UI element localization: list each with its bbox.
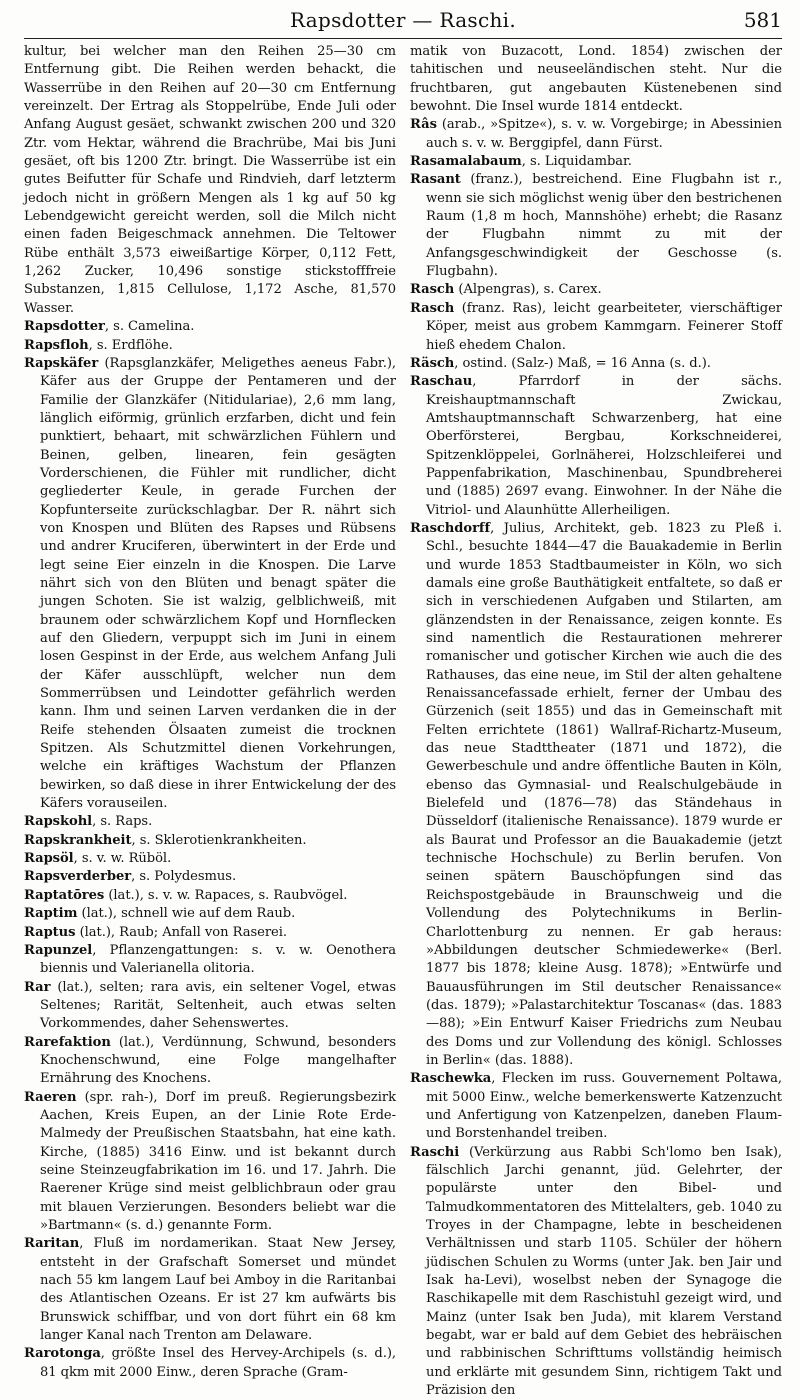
entry-headword: Räsch — [410, 355, 455, 371]
dictionary-entry — [410, 520, 782, 1070]
entry-text: , s. Camelina. — [104, 319, 195, 335]
page-number: 581 — [743, 8, 782, 32]
entry-headword: Rapskrankheit — [24, 832, 132, 848]
entry-text: , s. Sklerotienkrankheiten. — [131, 832, 307, 848]
dictionary-entry — [410, 1144, 782, 1400]
dictionary-entry — [24, 355, 396, 814]
entry-text: matik von Buzacott, Lond. 1854) zwischen der tahitischen und neuseeländischen steht. Nur die fruchtbaren, gut angebauten Küstenebenen sind bewohnt. Die Insel wurde 1814 entdeckt. — [410, 44, 782, 115]
entry-text: (Alpengras), s. Carex. — [454, 282, 602, 298]
page-header — [24, 8, 782, 39]
entry-text: (franz. Ras), leicht gearbeiteter, vierschäftiger Köper, meist aus grobem Kammgarn. Feinerer Stoff hieß ehedem Chalon. — [426, 300, 782, 353]
dictionary-entry — [24, 850, 396, 868]
dictionary-entry — [24, 905, 396, 923]
dictionary-entry — [410, 373, 782, 520]
dictionary-entry — [410, 153, 782, 171]
dictionary-entry — [24, 43, 396, 318]
entry-headword: Rapsverderber — [24, 869, 132, 885]
entry-headword: Rasch — [410, 300, 455, 316]
right-column — [410, 43, 782, 1399]
running-title: Rapsdotter — Raschi. — [289, 8, 517, 32]
dictionary-entry — [24, 337, 396, 355]
entry-headword: Raptatōres — [24, 887, 105, 903]
entry-headword: Rapsöl — [24, 851, 74, 867]
entry-headword: Raritan — [24, 1236, 80, 1252]
entry-text: (lat.), s. v. w. Rapaces, s. Raubvögel. — [104, 887, 348, 903]
dictionary-entry — [410, 171, 782, 281]
entry-headword: Rasch — [410, 282, 455, 298]
dictionary-entry — [410, 300, 782, 355]
entry-text: (arab., »Spitze«), s. v. w. Vorgebirge; in Abessinien auch s. v. w. Berggipfel, dann Fürst. — [426, 117, 782, 151]
dictionary-entry — [24, 1034, 396, 1089]
dictionary-entry — [24, 887, 396, 905]
entry-headword: Râs — [410, 117, 437, 133]
entry-text: (lat.), selten; rara avis, ein seltener Vogel, etwas Seltenes; Rarität, Seltenheit, auch etwas selten Vorkommendes, daher Sehenswertes. — [40, 979, 396, 1032]
entry-headword: Raeren — [24, 1089, 77, 1105]
entry-headword: Rasant — [410, 172, 461, 188]
entry-text: , Flecken im russ. Gouvernement Poltawa, mit 5000 Einw., welche bemerkenswerte Katzenzucht und Anfertigung von Katzenpelzen, daneben Flaum- und Borstenhandel treiben. — [426, 1071, 782, 1142]
entry-text: , größte Insel des Hervey-Archipels (s. d.), 81 qkm mit 2000 Einw., deren Sprache (Gram- — [40, 1346, 396, 1380]
entry-text: (Rapsglanzkäfer, Meligethes aeneus Fabr.), Käfer aus der Gruppe der Pentameren und der Familie der Glanzkäfer (Nitidulariae), 2,6 mm lang, länglich eiförmig, grünlich erzfarben, dicht und fein punktiert, behaart, mit schwärzlichen Fühlern und Beinen, gelben, linearen, fein gesägten Vorderschienen, die Fühler mit rundlicher, dicht gegliederter Keule, in gerade Furchen der Kopfunterseite zurückschlagbar. Der R. nährt sich von Knospen und Blüten des Rapses und Rübsens und andrer Kruciferen, überwintert in der Erde und legt seine Eier einzeln in die Knospen. Die Larve nährt sich von den Blüten und benagt später die jungen Schoten. Sie ist walzig, gelblichweiß, mit braunem oder schwärzlichem Kopf und Hornflecken auf den Gliedern, verpuppt sich im Juni in einem losen Gespinst in der Erde, aus welchem Anfang Juli der Käfer ausschlüpft, welcher nun dem Sommerrübsen und Leindotter gefährlich werden kann. Ihm und seinen Larven verdanken die in der Reife stehenden Ölsaaten zumeist die trocknen Spitzen. Als Schutzmittel dienen Vorkehrungen, welche ein kräftiges Wachstum der Pflanzen bewirken, so daß diese in ihrer Entwickelung der des Käfers vorauseilen. — [40, 355, 396, 812]
dictionary-entry — [24, 979, 396, 1034]
dictionary-entry — [24, 318, 396, 336]
dictionary-entry — [24, 868, 396, 886]
dictionary-entry — [24, 1089, 396, 1236]
entry-text: (lat.), Raub; Anfall von Raserei. — [75, 924, 287, 940]
entry-text: , Julius, Architekt, geb. 1823 zu Pleß i. Schl., besuchte 1844—47 die Bauakademie in Berlin und wurde 1853 Stadtbaumeister in Köln, wo sich damals eine große Bauthätigkeit entfaltete, so daß er sich in verschiedenen Aufgaben und Stilarten, am glänzendsten in der Renaissance, zeigen konnte. Es sind namentlich die Restaurationen mehrerer romanischer und gotischer Kirchen wie auch die des Rathauses, das eine neue, im Stil der alten gehaltene Renaissancefassade erhielt, ferner der Umbau des Gürzenich (seit 1855) und das in Gemeinschaft mit Felten errichtete (1861) Wallraf-Richartz-Museum, das neue Stadttheater (1871 und 1872), die Gewerbeschule und andre öffentliche Bauten in Köln, ebenso das Gymnasial- und Realschulgebäude in Bielefeld und (1876—78) das Ständehaus in Düsseldorf (italienische Renaissance). 1879 wurde er als Baurat und Professor an die Bauakademie (jetzt technische Hochschule) zu Berlin berufen. Von seinen spätern Bauschöpfungen sind das Reichspostgebäude in Braunschweig und die Vollendung des Polytechnikums in Berlin-Charlottenburg zu nennen. Er gab heraus: »Abbildungen deutscher Schmiedewerke« (Berl. 1877 bis 1878; kleine Ausg. 1878); »Entwürfe und Bauausführungen im Stil deutscher Renaissance« (das. 1879); »Palastarchitektur Toscanas« (das. 1883—88); »Ein Entwurf Kaiser Friedrichs zum Neubau des Doms und zur Vollendung des königl. Schlosses in Berlin« (das. 1888). — [426, 520, 782, 1068]
dictionary-entry — [24, 942, 396, 979]
dictionary-entry — [24, 832, 396, 850]
entry-text: , s. Erdflöhe. — [88, 337, 173, 353]
entry-text: (Verkürzung aus Rabbi Sch'lomo ben Isak), fälschlich Jarchi genannt, jüd. Gelehrter, der populärste unter den Bibel- und Talmudkommentatoren des Mittelalters, geb. 1040 zu Troyes in der Champagne, lebte in bescheidenen Verhältnissen und starb 1105. Schüler der höhern jüdischen Schulen zu Worms (unter Jak. ben Jair und Isak ha-Levi), woselbst neben der Synagoge die Raschikapelle mit dem Raschistuhl gezeigt wird, und Mainz (unter Isak ben Juda), mit klarem Verstand begabt, war er bald auf dem Gebiet des hebräischen und rabbinischen Schrifttums vollständig heimisch und erklärte mit gesundem Sinn, richtigem Takt und Präzision den — [426, 1144, 782, 1399]
dictionary-entry — [24, 924, 396, 942]
dictionary-entry — [24, 1235, 396, 1345]
entry-headword: Raptus — [24, 924, 76, 940]
entry-headword: Rasamalabaum — [410, 154, 522, 170]
dictionary-entry — [24, 1345, 396, 1382]
dictionary-entry — [410, 116, 782, 153]
dictionary-entry — [410, 281, 782, 299]
entry-text: , s. Liquidambar. — [521, 154, 632, 170]
entry-headword: Rarotonga — [24, 1346, 101, 1362]
entry-text: (franz.), bestreichend. Eine Flugbahn ist r., wenn sie sich möglichst wenig über den bestrichenen Raum (1,8 m hoch, Mannshöhe) erhebt; die Rasanz der Flugbahn nimmt zu mit der Anfangsgeschwindigkeit der Geschosse (s. Flugbahn). — [426, 172, 782, 280]
entry-text: kultur, bei welcher man den Reihen 25—30 cm Entfernung gibt. Die Reihen werden behackt, die Wasserrübe in den Reihen auf 20—30 cm Entfernung vereinzelt. Der Ertrag als Stoppelrübe, Ende Juli oder Anfang August gesäet, schwankt zwischen 200 und 320 Ztr. vom Hektar, während die Brachrübe, Mai bis Juni gesäet, oft bis 1200 Ztr. bringt. Die Wasserrübe ist ein gutes Beifutter für Schafe und Rindvieh, darf letzterm jedoch nicht in größern Mengen als 1 kg auf 50 kg Lebendgewicht gereicht werden, soll die Milch nicht einen faden Beigeschmack annehmen. Die Teltower Rübe enthält 3,573 eiweißartige Körper, 0,112 Fett, 1,262 Zucker, 10,496 sonstige stickstofffreie Substanzen, 1,815 Cellulose, 1,172 Asche, 81,570 Wasser. — [24, 44, 396, 316]
entry-text: , s. Raps. — [92, 814, 153, 830]
entry-headword: Raschdorff — [410, 520, 491, 536]
entry-text: , s. Polydesmus. — [131, 869, 237, 885]
entry-text: , Fluß im nordamerikan. Staat New Jersey, entsteht in der Grafschaft Somerset und mündet nach 55 km langem Lauf bei Amboy in die Raritanbai des Atlantischen Ozeans. Er ist 27 km aufwärts bis Brunswick schiffbar, und von dort führt ein 68 km langer Kanal nach Trenton am Delaware. — [40, 1236, 396, 1344]
entry-headword: Raschi — [410, 1144, 460, 1160]
entry-text: , s. v. w. Rüböl. — [73, 851, 172, 867]
entry-headword: Rar — [24, 979, 51, 995]
entry-headword: Raptim — [24, 906, 78, 922]
entry-text: , ostind. (Salz-) Maß, = 16 Anna (s. d.). — [454, 355, 711, 371]
entry-text: , Pfarrdorf in der sächs. Kreishauptmannschaft Zwickau, Amtshauptmannschaft Schwarzenberg, hat eine Oberförsterei, Bergbau, Korkschneiderei, Spitzenklöppelei, Gorlnäherei, Holzschleiferei und Pappenfabrikation, Maschinenbau, Spundbreherei und (1885) 2697 evang. Einwohner. In der Nähe die Vitriol- und Alaunhütte Allerheiligen. — [426, 374, 782, 518]
entry-headword: Rarefaktion — [24, 1034, 111, 1050]
entry-headword: Rapunzel — [24, 942, 93, 958]
entry-headword: Raschewka — [410, 1071, 492, 1087]
entry-headword: Rapsfloh — [24, 337, 89, 353]
left-column — [24, 43, 396, 1380]
entry-text: (lat.), schnell wie auf dem Raub. — [77, 906, 296, 922]
entry-headword: Raschau — [410, 374, 473, 390]
dictionary-entry — [24, 813, 396, 831]
entry-headword: Rapskohl — [24, 814, 93, 830]
dictionary-entry — [410, 355, 782, 373]
entry-headword: Rapskäfer — [24, 355, 99, 371]
entry-headword: Rapsdotter — [24, 319, 105, 335]
dictionary-entry — [410, 1070, 782, 1143]
entry-text: (lat.), Verdünnung, Schwund, besonders Knochenschwund, eine Folge mangelhafter Ernährung des Knochens. — [40, 1034, 396, 1087]
dictionary-entry — [410, 43, 782, 116]
entry-text: (spr. rah-), Dorf im preuß. Regierungsbezirk Aachen, Kreis Eupen, an der Linie Rote Erde-Malmedy der Preußischen Staatsbahn, hat eine kath. Kirche, (1885) 3416 Einw. und ist bekannt durch seine Steinzeugfabrikation im 16. und 17. Jahrh. Die Raerener Krüge sind meist gelblichbraun oder grau mit blauen Verzierungen. Besonders beliebt war die »Bartmann« (s. d.) genannte Form. — [40, 1089, 396, 1233]
entry-text: , Pflanzengattungen: s. v. w. Oenothera biennis und Valerianella olitoria. — [40, 942, 396, 977]
text-columns — [24, 43, 782, 1399]
